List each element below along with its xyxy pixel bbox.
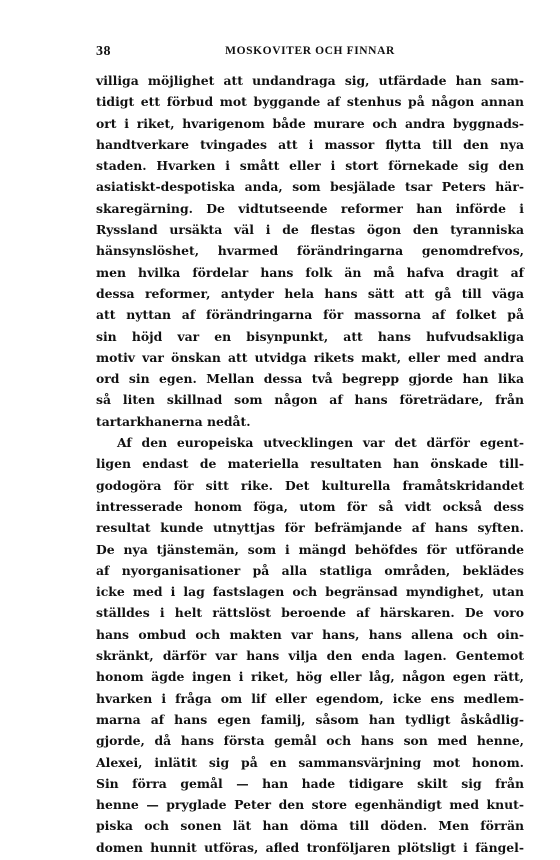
text-line: ort i riket, hvarigenom både murare och andra byggnads-: [96, 115, 524, 131]
text-line: intresserade honom föga, utom för så vidt också dess: [96, 498, 524, 514]
paragraph-start-line: Af den europeiska utvecklingen var det därför egent-: [117, 435, 524, 451]
text-line: honom ägde ingen i riket, hög eller låg, någon egen rätt,: [96, 669, 524, 685]
text-line: Alexei, inlätit sig på en sammansvärjning mot honom.: [96, 754, 524, 770]
text-line: villiga möjlighet att undandraga sig, utfärdade han sam-: [96, 73, 524, 88]
text-line: marna af hans egen familj, såsom han tydligt åskådlig-: [96, 711, 524, 727]
text-line: resultat kunde utnyttjas för befrämjande af hans syften.: [96, 520, 524, 536]
text-line: hans ombud och makten var hans, hans allena och oin-: [96, 626, 524, 642]
text-line: Sin förra gemål — han hade tidigare skilt sig från: [96, 775, 524, 791]
text-line: icke med i lag fastslagen och begränsad myndighet, utan: [96, 584, 524, 600]
text-line: motiv var önskan att utvidga rikets makt, eller med andra: [96, 349, 524, 365]
text-line: staden. Hvarken i smått eller i stort förnekade sig den: [96, 158, 524, 174]
text-line: ord sin egen. Mellan dessa två begrepp gjorde han lika: [96, 371, 524, 387]
text-line: hänsynslöshet, hvarmed förändringarna genomdrefvos,: [96, 243, 524, 259]
text-line: piska och sonen lät han döma till döden. Men förrän: [96, 818, 524, 834]
text-line: De nya tjänstemän, som i mängd behöfdes för utförande: [96, 541, 524, 557]
text-line: så liten skillnad som någon af hans företrädare, från: [96, 392, 524, 408]
paragraph-end-line: tartarkhanerna nedåt.: [96, 413, 251, 429]
text-line: ligen endast de materiella resultaten han önskade till-: [96, 456, 524, 472]
text-line: hvarken i fråga om lif eller egendom, icke ens medlem-: [96, 690, 524, 706]
running-title: MOSKOVITER OCH FINNAR: [225, 45, 395, 57]
text-line: men hvilka fördelar hans folk än må hafva dragit af: [96, 264, 524, 280]
text-line: skränkt, därför var hans vilja den enda lagen. Gentemot: [96, 648, 524, 664]
text-line: godogöra för sitt rike. Det kulturella framåtskridandet: [96, 477, 524, 493]
text-line: handtverkare tvingades att i massor flytta till den nya: [96, 136, 524, 152]
text-line: skaregärning. De vidtutseende reformer han införde i: [96, 200, 524, 216]
page-number: 38: [96, 44, 111, 59]
body-text: [96, 70, 524, 858]
text-line: sin höjd var en bisynpunkt, att hans hufvudsakliga: [96, 328, 524, 344]
text-line: gjorde, då hans första gemål och hans son med henne,: [96, 733, 524, 749]
text-line: ställdes i helt rättslöst beroende af härskaren. De voro: [96, 605, 524, 621]
text-line: att nyttan af förändringarna för massorna af folket på: [96, 307, 524, 323]
text-line: henne — pryglade Peter den store egenhändigt med knut-: [96, 797, 524, 813]
text-line: Ryssland ursäkta väl i de flestas ögon den tyranniska: [96, 222, 524, 238]
text-line: domen hunnit utföras, afled tronföljaren plötsligt i fängel-: [96, 839, 524, 855]
running-head: [96, 44, 524, 62]
text-line: af nyorganisationer på alla statliga områden, beklädes: [96, 562, 524, 578]
text-line: tidigt ett förbud mot byggande af stenhus på någon annan: [96, 94, 524, 110]
text-line: asiatiskt-despotiska anda, som besjälade tsar Peters här-: [96, 179, 524, 195]
text-line: dessa reformer, antyder hela hans sätt att gå till väga: [96, 285, 524, 301]
